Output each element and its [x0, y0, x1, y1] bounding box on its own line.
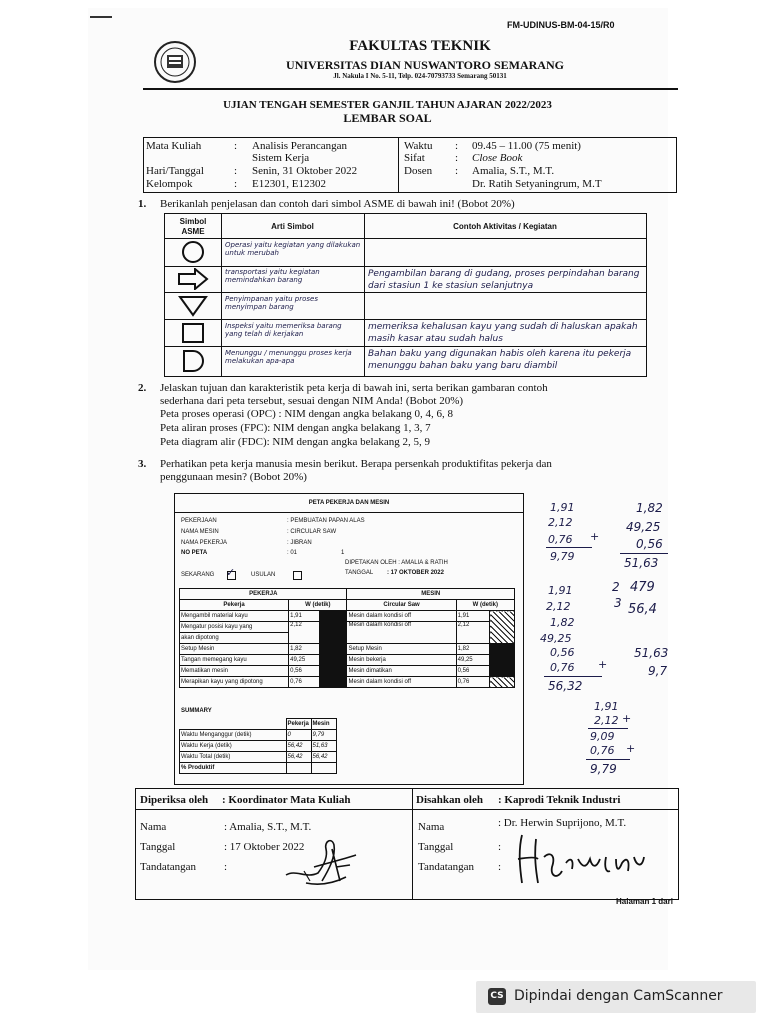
scratch-number: 49,25 [626, 520, 661, 534]
scan-mark [90, 16, 112, 18]
scratch-number: 9,79 [550, 550, 575, 563]
prepared-by: DIPETAKAN OLEH : AMALIA & RATIH [345, 560, 448, 566]
circular-saw-header: Circular Saw [347, 600, 456, 611]
asme-meaning: transportasi yaitu kegiatan memindahkan barang [225, 268, 320, 284]
table-row: Setup Mesin 1,82 Setup Mesin 1,82 [180, 644, 515, 655]
scratch-number: 479 [630, 580, 655, 595]
address: Jl. Nakula I No. 5-11, Telp. 024-70793733 Semarang 50131 [333, 72, 507, 80]
table-row: akan dipotong [180, 633, 515, 644]
scratch-number: 49,25 [540, 632, 572, 645]
sign-value: : [498, 841, 502, 853]
plus-sign: + [590, 530, 600, 543]
info-value: Close Book [472, 152, 523, 164]
w-header: W (detik) [289, 600, 347, 611]
info-value: Senin, 31 Oktober 2022 [252, 165, 358, 177]
university-logo-icon [153, 40, 197, 84]
date-value: : 17 OKTOBER 2022 [387, 570, 444, 576]
q2-number: 2. [138, 382, 147, 394]
exam-info-box: Mata Kuliah : Analisis Perancangan Sistem Kerja Hari/Tanggal : Senin, 31 Oktober 2022 Kelompok : E12301, E12302 Waktu : 09.45 – 11.00 (75 menit) Sifat : Close Book Dosen : Amalia, S.T., M.T. Dr. Ratih Setyaningrum, M.T [143, 137, 677, 193]
usulan-label: USULAN [251, 572, 276, 578]
scratch-number: 2,12 [548, 516, 573, 529]
camscanner-logo-icon: CS [488, 988, 506, 1005]
info-value: Analisis Perancangan [252, 140, 347, 152]
table-row: Mengatur posisi kayu yang 2,12 Mesin dalam kondisi off 2,12 [180, 622, 515, 633]
plus-sign: + [622, 712, 632, 725]
scratch-number: 2 [612, 580, 620, 594]
table-row: Mematikan mesin 0,56 Mesin dimatikan 0,56 [180, 666, 515, 677]
sum-line [588, 728, 628, 729]
scratch-number: 51,63 [624, 556, 659, 570]
info-value: E12301, E12302 [252, 178, 326, 190]
peta-field-label: NAMA PEKERJA [181, 540, 228, 546]
scratch-number: 1,82 [550, 616, 575, 629]
scratch-number: 2,12 [546, 600, 571, 613]
asme-meaning: Inspeksi yaitu memeriksa barang yang telah di kerjakan [225, 322, 342, 338]
scratch-number: 1,91 [548, 584, 573, 597]
checkmark-icon: ✓ [226, 566, 236, 579]
peta-field-value: : CIRCULAR SAW [287, 529, 337, 535]
signature-herwin-icon [512, 827, 652, 887]
peta-field-value: : 01 [287, 550, 298, 556]
scratch-number: 1,91 [594, 700, 619, 713]
summary-row: Waktu Total (detik) 56,42 56,42 [180, 752, 337, 763]
scratch-number: 0,76 [548, 533, 573, 546]
q3-line: Perhatikan peta kerja manusia mesin berikut. Berapa persenkah produktifitas pekerja dan [160, 458, 552, 470]
approved-by-value: : Kaprodi Teknik Industri [498, 794, 621, 806]
delay-d-icon [181, 349, 207, 373]
sum-line [620, 553, 668, 554]
asme-example: memeriksa kehalusan kayu yang sudah di haluskan apakah masih kasar atau sudah halus [368, 322, 638, 344]
peta-field-value: 1 [341, 550, 345, 556]
pekerja-subheader: Pekerja [180, 600, 289, 611]
mesin-header: MESIN [347, 589, 515, 600]
sheet-title: LEMBAR SOAL [343, 111, 432, 125]
scratch-number: 56,4 [628, 602, 657, 617]
sign-label: Nama [418, 821, 445, 833]
scratch-number: 1,82 [636, 501, 663, 515]
sign-value: : [224, 861, 228, 873]
info-label: Dosen [404, 165, 433, 177]
camscanner-text: Dipindai dengan CamScanner [514, 988, 723, 1004]
asme-meaning: Penyimpanan yaitu proses menyimpan barang [225, 295, 318, 311]
scratch-number: 2,12 [594, 714, 619, 727]
info-value: Dr. Ratih Setyaningrum, M.T [472, 178, 602, 190]
sign-value: : [498, 861, 502, 873]
scratch-number: 9,7 [648, 664, 668, 678]
info-divider [398, 138, 399, 192]
info-label: Waktu [404, 140, 433, 152]
w-header: W (detik) [456, 600, 514, 611]
info-value: 09.45 – 11.00 (75 menit) [472, 140, 581, 152]
sekarang-label: SEKARANG [181, 572, 215, 578]
scratch-number: 0,76 [590, 744, 615, 757]
worker-machine-chart [174, 493, 524, 785]
peta-field-value: : JIBRAN [287, 540, 312, 546]
info-value: Amalia, S.T., M.T. [472, 165, 555, 177]
form-code: FM-UDINUS-BM-04-15/R0 [507, 20, 615, 30]
sign-label: Nama [140, 821, 167, 833]
triangle-down-icon [178, 295, 208, 317]
activity-table [179, 588, 515, 688]
table-row: Mengambil material kayu 1,91 Mesin dalam kondisi off 1,91 [180, 611, 515, 622]
q3-line: penggunaan mesin? (Bobot 20%) [160, 471, 307, 483]
exam-title: UJIAN TENGAH SEMESTER GANJIL TAHUN AJARAN 2022/2023 [223, 99, 552, 111]
q2-line: Peta diagram alir (FDC): NIM dengan angka belakang 2, 5, 9 [160, 436, 431, 448]
table-row: Tangan memegang kayu 49,25 Mesin bekerja 49,25 [180, 655, 515, 666]
summary-title: SUMMARY [181, 708, 212, 714]
col-symbol-header: Simbol [179, 217, 207, 226]
approved-by-label: Disahkan oleh [416, 794, 483, 806]
sum-line [586, 759, 630, 760]
sign-label: Tandatangan [418, 861, 475, 873]
sign-value: : 17 Oktober 2022 [224, 841, 305, 853]
q2-line: Peta aliran proses (FPC): NIM dengan angka belakang 1, 3, 7 [160, 422, 431, 434]
col-meaning-header: Arti Simbol [271, 222, 314, 231]
pekerja-header: PEKERJA [180, 589, 347, 600]
plus-sign: + [626, 742, 636, 755]
asme-meaning: Operasi yaitu kegiatan yang dilakukan untuk merubah [225, 241, 361, 257]
q2-line: Jelaskan tujuan dan karakteristik peta kerja di bawah ini, serta berikan gambaran contoh [160, 382, 548, 394]
scratch-number: 1,91 [550, 501, 575, 514]
faculty-name: FAKULTAS TEKNIK [349, 38, 491, 54]
scratch-number: 0,56 [636, 537, 663, 551]
circle-icon [178, 241, 208, 263]
sign-label: Tanggal [418, 841, 454, 853]
arrow-right-icon [177, 268, 209, 290]
q1-number: 1. [138, 198, 147, 210]
scratch-number: 56,32 [548, 679, 583, 693]
checked-by-label: Diperiksa oleh [140, 794, 209, 806]
q1-text: Berikanlah penjelasan dan contoh dari simbol ASME di bawah ini! (Bobot 20%) [160, 198, 515, 210]
scratch-number: 51,63 [634, 646, 669, 660]
q3-number: 3. [138, 458, 147, 470]
col-example-header: Contoh Aktivitas / Kegiatan [453, 222, 557, 231]
sign-label: Tanggal [140, 841, 176, 853]
sum-line [544, 676, 602, 677]
sign-label: Tandatangan [140, 861, 197, 873]
scratch-number: 3 [614, 596, 622, 610]
asme-example: Pengambilan barang di gudang, proses perpindahan barang dari stasiun 1 ke stasiun selanjutnya [368, 269, 640, 291]
date-label: TANGGAL [345, 570, 374, 576]
col-symbol-header: ASME [181, 227, 205, 236]
info-label: Mata Kuliah [146, 140, 202, 152]
peta-field-label: PEKERJAAN [181, 518, 217, 524]
info-label: Sifat [404, 152, 425, 164]
page-number: Halaman 1 dari [616, 897, 673, 906]
q2-line: sederhana dari peta tersebut, sesuai dengan NIM Anda! (Bobot 20%) [160, 395, 464, 407]
plus-sign: + [598, 658, 608, 671]
summary-row: Waktu Menganggur (detik) 0 9,79 [180, 730, 337, 741]
info-label: Kelompok [146, 178, 193, 190]
header-rule [143, 88, 678, 90]
q2-line: Peta proses operasi (OPC) : NIM dengan angka belakang 0, 4, 6, 8 [160, 408, 453, 420]
signature-amalia-icon [266, 827, 366, 889]
peta-field-label: NO PETA [181, 550, 208, 556]
summary-table: Pekerja Mesin Waktu Menganggur (detik) 0 9,79 Waktu Kerja (detik) 56,42 51,63 Waktu Total (detik) 56,42 56,42 % Produktif [179, 718, 337, 774]
asme-example: Bahan baku yang digunakan habis oleh karena itu pekerja menunggu bahan baku yang baru diambil [368, 349, 632, 371]
sign-value: : Amalia, S.T., M.T. [224, 821, 312, 833]
usulan-checkbox[interactable] [293, 571, 302, 580]
checked-by-value: : Koordinator Mata Kuliah [222, 794, 351, 806]
asme-meaning: Menunggu / menunggu proses kerja melakukan apa-apa [225, 349, 352, 365]
peta-field-label: NAMA MESIN [181, 529, 219, 535]
approval-box [135, 788, 679, 900]
sum-line [546, 547, 592, 548]
summary-row: % Produktif [180, 763, 337, 774]
scratch-number: 0,76 [550, 661, 575, 674]
scratch-number: 9,79 [590, 762, 617, 776]
university-name: UNIVERSITAS DIAN NUSWANTORO SEMARANG [286, 58, 564, 72]
camscanner-watermark [476, 981, 756, 1013]
info-label: Hari/Tanggal [146, 165, 204, 177]
sign-value: : Dr. Herwin Suprijono, M.T. [498, 817, 627, 829]
info-value: Sistem Kerja [252, 152, 310, 164]
peta-title: PETA PEKERJA DAN MESIN [308, 500, 390, 506]
table-row: Merapikan kayu yang dipotong 0,76 Mesin dalam kondisi off 0,76 [180, 677, 515, 688]
asme-table [164, 213, 647, 377]
summary-row: Waktu Kerja (detik) 56,42 51,63 [180, 741, 337, 752]
square-icon [181, 322, 205, 344]
scratch-number: 0,56 [550, 646, 575, 659]
peta-field-value: : PEMBUATAN PAPAN ALAS [287, 518, 365, 524]
scratch-number: 9,09 [590, 730, 615, 743]
